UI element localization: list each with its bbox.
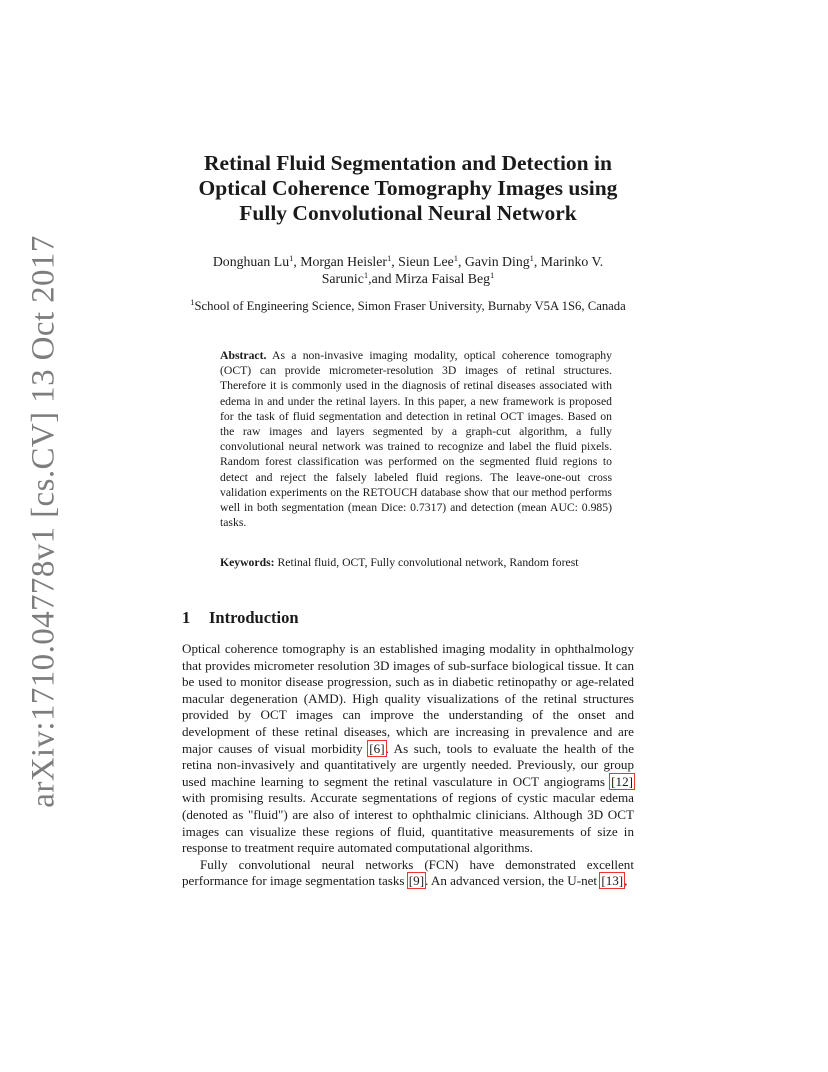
section-number: 1 bbox=[182, 608, 191, 627]
citation-link[interactable]: [12] bbox=[611, 773, 633, 789]
keywords bbox=[220, 555, 612, 570]
section-heading bbox=[182, 608, 299, 628]
paragraph: Optical coherence tomography is an established imaging modality in ophthalmology that provides micrometer resolution 3D images of sub-surface biological tissue. It can be used to monitor disease progression, such as in diabetic retinopathy or age-related macular degeneration (AMD). High quality visualizations of the retinal structures provided by OCT images can improve the understanding of the onset and development of these retinal diseases, which are increasing in prevalence and are major causes of visual morbidity [6]. As such, tools to evaluate the health of the retina non-invasively and quantitatively are urgently needed. Previously, our group used machine learning to segment the retinal vasculature in OCT angiograms [12] with promising results. Accurate segmentations of regions of cystic macular edema (denoted as "fluid") are also of interest to ophthalmic clinicians. Although 3D OCT images can visualize these regions of fluid, quantitative measurements of size in response to treatment require automated computational algorithms. bbox=[182, 641, 634, 856]
keywords-text: Retinal fluid, OCT, Fully convolutional network, Random forest bbox=[277, 556, 579, 569]
author-name: Sieun Lee bbox=[398, 254, 454, 269]
section-title: Introduction bbox=[209, 608, 299, 627]
paper-title: Retinal Fluid Segmentation and Detection in Optical Coherence Tomography Images using Fully Convolutional Neural Network bbox=[198, 151, 618, 225]
keywords-label: Keywords: bbox=[220, 556, 275, 569]
body-text bbox=[182, 641, 634, 890]
author-name: Donghuan Lu bbox=[212, 254, 290, 269]
abstract bbox=[220, 348, 612, 530]
author-name: Marinko V. Sarunic bbox=[321, 254, 604, 286]
arxiv-stamp-text: arXiv:1710.04778v1 [cs.CV] 13 Oct 2017 bbox=[25, 234, 62, 808]
affiliation: $^1$School of Engineering Science, Simon Fraser University, Burnaby V5A 1S6, Canada bbox=[190, 297, 626, 313]
citation-link[interactable]: [9] bbox=[408, 873, 425, 889]
citation-link[interactable]: [6] bbox=[369, 740, 385, 756]
abstract-text: As a non-invasive imaging modality, optical coherence tomography (OCT) can provide micrometer-resolution 3D images of retinal structures. Therefore it is commonly used in the diagnosis of retinal diseases associated with edema in and under the retinal layers. In this paper, a new framework is proposed for the task of fluid segmentation and detection in retinal OCT images. Based on the raw images and layers segmented by a graph-cut algorithm, a fully convolutional neural network was trained to recognize and label the fluid pixels. Random forest classification was performed on the segmented fluid regions to detect and reject the falsely labeled fluid regions. The leave-one-out cross validation experiments on the RETOUCH database show that our method performs well in both segmentation (mean Dice: 0.7317) and detection (mean AUC: 0.985) tasks. bbox=[220, 349, 612, 530]
abstract-label: Abstract. bbox=[220, 349, 267, 362]
arxiv-stamp bbox=[20, 234, 68, 808]
author-name: Gavin Ding bbox=[464, 254, 530, 269]
paragraph: Fully convolutional neural networks (FCN) have demonstrated excellent performance for image segmentation tasks [9]. An advanced version, the U-net [13], bbox=[182, 856, 634, 889]
author-list: Donghuan Lu$^1$, Morgan Heisler$^1$, Sieun Lee$^1$, Gavin Ding$^1$, Marinko V. Sarunic$^1$,and Mirza Faisal Beg$^1$ bbox=[212, 253, 604, 286]
author-name: Mirza Faisal Beg bbox=[394, 271, 490, 286]
citation-link[interactable]: [13] bbox=[601, 873, 624, 889]
author-name: Morgan Heisler bbox=[300, 254, 387, 269]
